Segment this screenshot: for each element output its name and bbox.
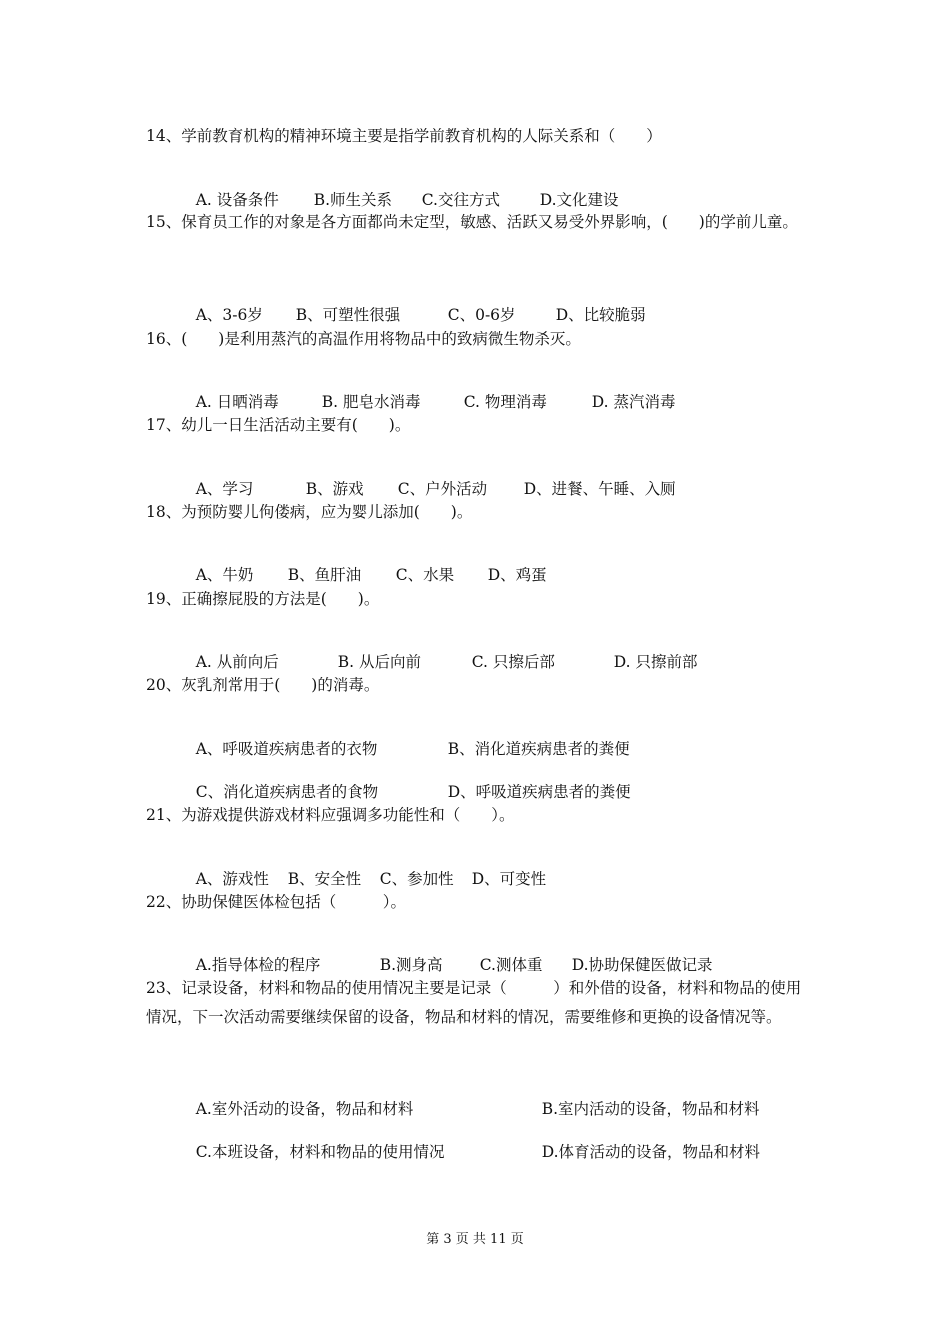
question-16: 16、( )是利用蒸汽的高温作用将物品中的致病微生物杀灭。 (146, 330, 581, 348)
option-d: D、呼吸道疾病患者的粪便 (447, 783, 631, 801)
option-c: C、户外活动 (397, 480, 488, 498)
option-b: B、鱼肝油 (287, 566, 362, 584)
option-b: B. 肥皂水消毒 (321, 393, 421, 411)
option-b: B.测身高 (379, 956, 443, 974)
option-d: D.文化建设 (539, 191, 619, 209)
option-c: C、参加性 (379, 870, 454, 888)
question-20: 20、灰乳剂常用于( )的消毒。 (146, 676, 380, 694)
option-d: D. 蒸汽消毒 (591, 393, 676, 411)
option-d: D、比较脆弱 (555, 306, 646, 324)
question-14: 14、学前教育机构的精神环境主要是指学前教育机构的人际关系和（ ） (146, 127, 662, 145)
option-a: A. 从前向后 (195, 653, 279, 671)
question-18: 18、为预防婴儿佝偻病，应为婴儿添加( )。 (146, 503, 473, 521)
question-22: 22、协助保健医体检包括（ ）。 (146, 893, 406, 911)
question-17: 17、幼儿一日生活活动主要有( )。 (146, 416, 411, 434)
option-a: A.室外活动的设备，物品和材料 (195, 1100, 414, 1118)
option-b: B.室内活动的设备，物品和材料 (541, 1100, 760, 1118)
option-c: C.本班设备，材料和物品的使用情况 (195, 1143, 445, 1161)
option-a: A、3-6岁 (195, 306, 263, 324)
option-a: A. 设备条件 (195, 191, 279, 209)
option-d: D. 只擦前部 (613, 653, 698, 671)
option-a: A.指导体检的程序 (195, 956, 321, 974)
option-d: D、进餐、午睡、入厕 (523, 480, 676, 498)
option-a: A、游戏性 (195, 870, 269, 888)
question-23-options-row2 (176, 1122, 760, 1182)
option-b: B、可塑性很强 (295, 306, 401, 324)
option-b: B、安全性 (287, 870, 362, 888)
option-c: C、消化道疾病患者的食物 (195, 783, 379, 801)
option-c: C.测体重 (479, 956, 543, 974)
question-15: 15、保育员工作的对象是各方面都尚未定型，敏感、活跃又易受外界影响，( )的学前儿童。 (146, 213, 798, 231)
option-a: A、牛奶 (195, 566, 254, 584)
question-21: 21、为游戏提供游戏材料应强调多功能性和（ ）。 (146, 806, 515, 824)
option-c: C. 物理消毒 (463, 393, 547, 411)
option-d: D.协助保健医做记录 (571, 956, 713, 974)
question-19: 19、正确擦屁股的方法是( )。 (146, 590, 380, 608)
option-b: B、消化道疾病患者的粪便 (447, 740, 630, 758)
option-b: B、游戏 (305, 480, 364, 498)
page-footer: 第 3 页 共 11 页 (426, 1232, 524, 1247)
option-d: D、可变性 (471, 870, 547, 888)
option-b: B.师生关系 (313, 191, 393, 209)
option-a: A、学习 (195, 480, 254, 498)
option-a: A. 日晒消毒 (195, 393, 279, 411)
option-d: D、鸡蛋 (487, 566, 547, 584)
option-c: C、0-6岁 (447, 306, 516, 324)
question-23: 23、记录设备，材料和物品的使用情况主要是记录（ ）和外借的设备，材料和物品的使用情况，下一次活动需要继续保留的设备，物品和材料的情况，需要维修和更换的设备情况等。 (146, 979, 802, 1026)
option-c: C.交往方式 (421, 191, 500, 209)
option-a: A、呼吸道疾病患者的衣物 (195, 740, 378, 758)
option-b: B. 从后向前 (337, 653, 421, 671)
option-d: D.体育活动的设备，物品和材料 (541, 1143, 761, 1161)
option-c: C. 只擦后部 (471, 653, 555, 671)
option-c: C、水果 (395, 566, 455, 584)
